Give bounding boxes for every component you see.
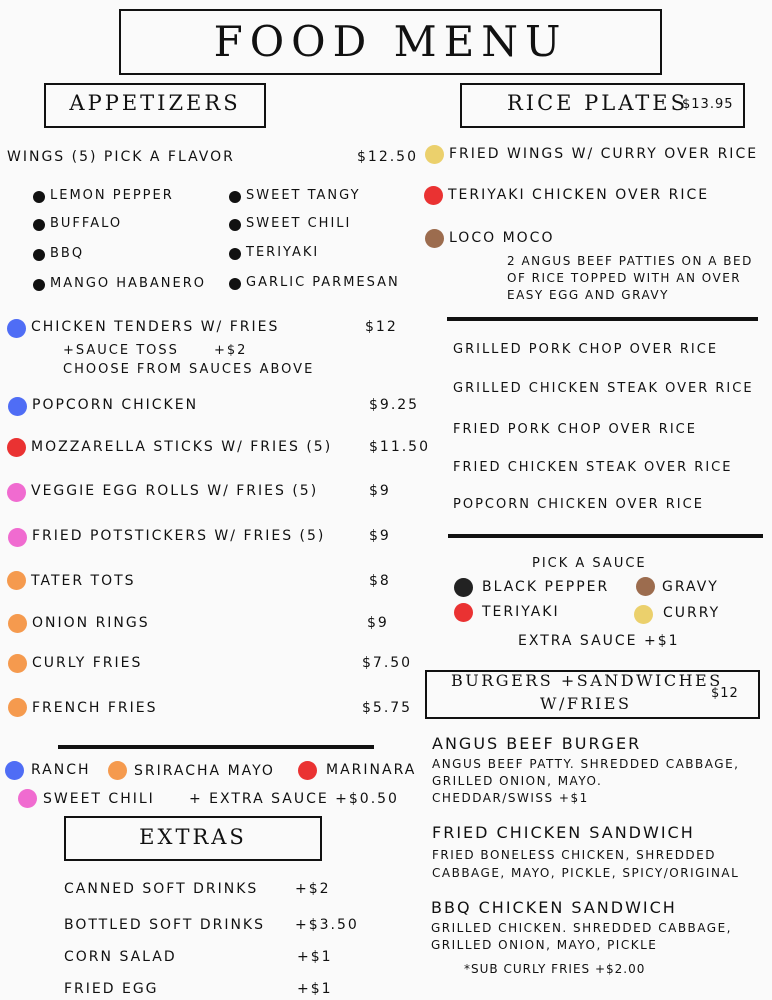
- appetizer-item: CURLY FRIES: [32, 655, 143, 671]
- bullet-icon: [229, 278, 241, 290]
- rice-price: $13.95: [682, 97, 734, 112]
- dip-sriracha: SRIRACHA MAYO: [134, 763, 275, 779]
- loco-desc: EASY EGG AND GRAVY: [507, 288, 669, 302]
- appetizer-item: POPCORN CHICKEN: [32, 397, 199, 413]
- appetizer-item: FRIED POTSTICKERS W/ FRIES (5): [32, 528, 326, 544]
- divider: [448, 534, 763, 538]
- tenders-sub2: CHOOSE FROM SAUCES ABOVE: [63, 362, 315, 377]
- extra-item: CANNED SOFT DRINKS: [64, 881, 259, 897]
- appetizer-price: $8: [369, 573, 391, 589]
- extra-price: +$1: [297, 949, 333, 965]
- extra-price: +$2: [295, 881, 331, 897]
- pink-dot-icon: [8, 528, 27, 547]
- sauce-black-pepper: BLACK PEPPER: [482, 579, 610, 595]
- burger-desc: FRIED BONELESS CHICKEN, SHREDDED: [432, 848, 716, 862]
- red-dot-icon: [7, 438, 26, 457]
- extra-item: FRIED EGG: [64, 981, 159, 997]
- sauce-curry: CURRY: [663, 605, 721, 621]
- blue-dot-icon: [7, 319, 26, 338]
- flavor-item: SWEET CHILI: [246, 216, 352, 231]
- extra-price: +$3.50: [295, 917, 359, 933]
- orange-dot-icon: [7, 571, 26, 590]
- appetizers-heading: APPETIZERS: [69, 91, 241, 115]
- burger-desc: GRILLED CHICKEN. SHREDDED CABBAGE,: [431, 921, 732, 935]
- flavor-item: GARLIC PARMESAN: [246, 275, 400, 290]
- orange-dot-icon: [8, 654, 27, 673]
- dip-extra: + EXTRA SAUCE +$0.50: [189, 791, 399, 807]
- orange-dot-icon: [108, 761, 127, 780]
- rice-heading: RICE PLATES: [507, 91, 688, 115]
- burger-desc: CABBAGE, MAYO, PICKLE, SPICY/ORIGINAL: [432, 866, 740, 880]
- divider: [447, 317, 758, 321]
- appetizer-price: $9: [369, 528, 391, 544]
- burger-desc: ANGUS BEEF PATTY. SHREDDED CABBAGE,: [432, 757, 740, 771]
- bullet-icon: [33, 219, 45, 231]
- appetizer-price: $9: [369, 483, 391, 499]
- tenders-sub1: +SAUCE TOSS: [63, 343, 179, 358]
- rice-plain-item: POPCORN CHICKEN OVER RICE: [453, 497, 704, 512]
- appetizer-item: VEGGIE EGG ROLLS W/ FRIES (5): [31, 483, 319, 499]
- pink-dot-icon: [18, 789, 37, 808]
- extra-price: +$1: [297, 981, 333, 997]
- sauce-gravy: GRAVY: [662, 579, 719, 595]
- brown-dot-icon: [636, 577, 655, 596]
- appetizer-price: $5.75: [362, 700, 413, 716]
- extra-sauce: EXTRA SAUCE +$1: [518, 633, 680, 649]
- sauce-teriyaki: TERIYAKI: [482, 604, 560, 620]
- flavor-item: BUFFALO: [50, 216, 123, 231]
- red-dot-icon: [454, 603, 473, 622]
- burger-item: FRIED CHICKEN SANDWICH: [432, 823, 695, 842]
- appetizer-price: $11.50: [369, 439, 430, 455]
- wings-price: $12.50: [357, 149, 418, 165]
- extra-item: CORN SALAD: [64, 949, 177, 965]
- flavor-item: LEMON PEPPER: [50, 188, 174, 203]
- page-title: FOOD MENU: [213, 17, 568, 66]
- black-dot-icon: [454, 578, 473, 597]
- rice-item: TERIYAKI CHICKEN OVER RICE: [448, 187, 710, 203]
- appetizer-item: TATER TOTS: [31, 573, 136, 589]
- tenders-price: $12: [365, 319, 398, 335]
- orange-dot-icon: [8, 614, 27, 633]
- bullet-icon: [33, 249, 45, 261]
- extra-item: BOTTLED SOFT DRINKS: [64, 917, 266, 933]
- appetizer-price: $9.25: [369, 397, 420, 413]
- extras-heading: EXTRAS: [139, 825, 247, 849]
- burger-item: BBQ CHICKEN SANDWICH: [431, 898, 677, 917]
- flavor-item: TERIYAKI: [246, 245, 320, 260]
- wings-name: WINGS (5) PICK A FLAVOR: [7, 149, 235, 165]
- dip-marinara: MARINARA: [326, 762, 417, 778]
- orange-dot-icon: [8, 698, 27, 717]
- yellow-dot-icon: [425, 145, 444, 164]
- flavor-item: MANGO HABANERO: [50, 276, 206, 291]
- rice-item: FRIED WINGS W/ CURRY OVER RICE: [449, 146, 759, 162]
- sub-curly-fries: *SUB CURLY FRIES +$2.00: [464, 962, 646, 976]
- rice-plain-item: GRILLED PORK CHOP OVER RICE: [453, 342, 719, 357]
- blue-dot-icon: [5, 761, 24, 780]
- rice-plain-item: FRIED PORK CHOP OVER RICE: [453, 422, 697, 437]
- burger-item: ANGUS BEEF BURGER: [432, 734, 642, 753]
- flavor-item: SWEET TANGY: [246, 188, 361, 203]
- flavor-item: BBQ: [50, 246, 85, 261]
- burgers-heading-line2: W/FRIES: [540, 694, 632, 713]
- brown-dot-icon: [425, 229, 444, 248]
- burgers-heading-line1: BURGERS +SANDWICHES: [451, 671, 723, 690]
- dip-ranch: RANCH: [31, 762, 91, 778]
- rice-plain-item: FRIED CHICKEN STEAK OVER RICE: [453, 460, 733, 475]
- red-dot-icon: [424, 186, 443, 205]
- bullet-icon: [229, 248, 241, 260]
- appetizer-price: $9: [367, 615, 389, 631]
- loco-desc: 2 ANGUS BEEF PATTIES ON A BED: [507, 254, 753, 268]
- burger-desc: CHEDDAR/SWISS +$1: [432, 791, 589, 805]
- burger-desc: GRILLED ONION, MAYO.: [432, 774, 603, 788]
- pink-dot-icon: [7, 483, 26, 502]
- burger-desc: GRILLED ONION, MAYO, PICKLE: [431, 938, 658, 952]
- appetizer-item: FRENCH FRIES: [32, 700, 158, 716]
- rice-item: LOCO MOCO: [449, 230, 555, 246]
- rice-plain-item: GRILLED CHICKEN STEAK OVER RICE: [453, 381, 754, 396]
- blue-dot-icon: [8, 397, 27, 416]
- tenders-sub1-price: +$2: [214, 343, 248, 358]
- burgers-price: $12: [711, 686, 739, 701]
- tenders-name: CHICKEN TENDERS W/ FRIES: [31, 319, 280, 335]
- appetizer-item: MOZZARELLA STICKS W/ FRIES (5): [31, 439, 333, 455]
- appetizer-item: ONION RINGS: [32, 615, 150, 631]
- bullet-icon: [229, 191, 241, 203]
- red-dot-icon: [298, 761, 317, 780]
- bullet-icon: [33, 279, 45, 291]
- divider: [58, 745, 374, 749]
- bullet-icon: [229, 219, 241, 231]
- dip-sweet-chili: SWEET CHILI: [43, 791, 155, 807]
- loco-desc: OF RICE TOPPED WITH AN OVER: [507, 271, 742, 285]
- appetizer-price: $7.50: [362, 655, 413, 671]
- yellow-dot-icon: [634, 605, 653, 624]
- pick-sauce-label: PICK A SAUCE: [532, 556, 647, 571]
- bullet-icon: [33, 191, 45, 203]
